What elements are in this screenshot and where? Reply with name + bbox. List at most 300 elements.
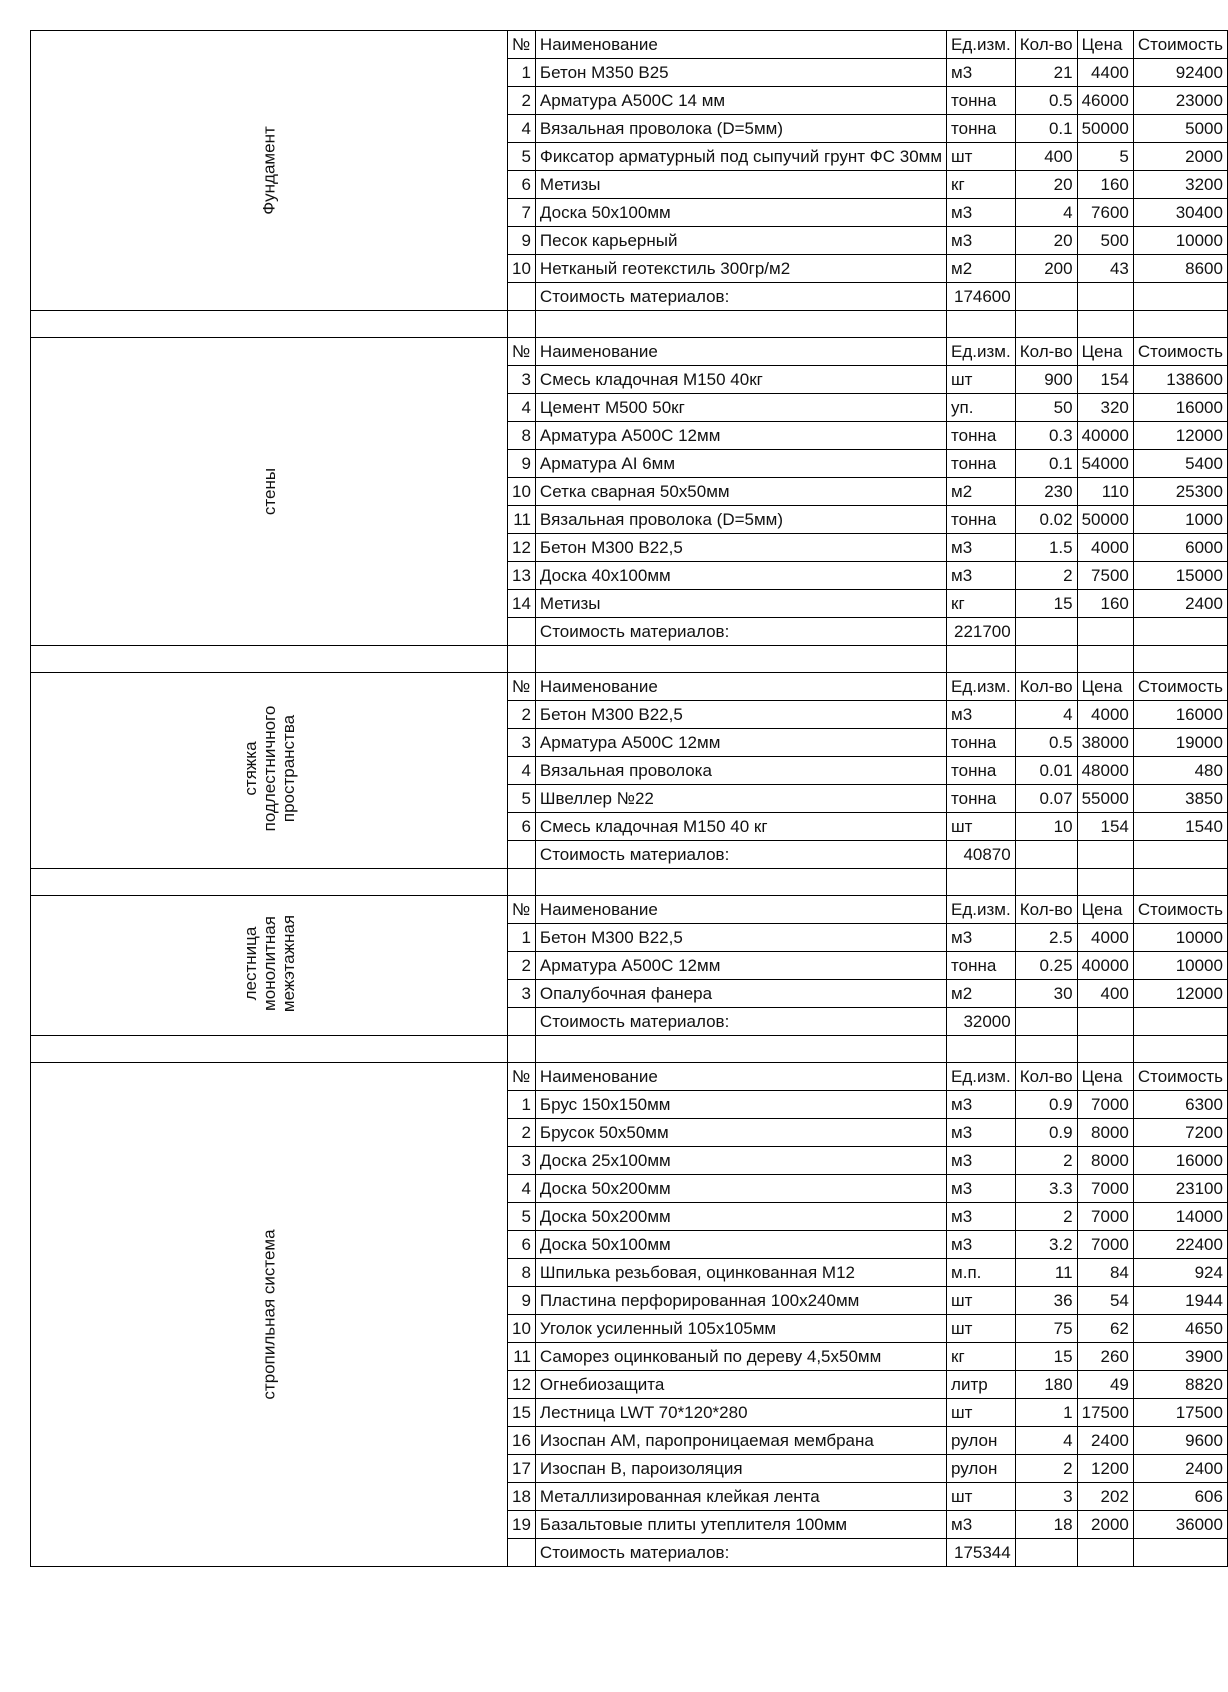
cell-col-unit: м2 bbox=[947, 478, 1016, 506]
cell-col-quantity: 4 bbox=[1015, 1427, 1077, 1455]
cell-empty bbox=[508, 1008, 536, 1036]
cell-col-number: 11 bbox=[508, 506, 536, 534]
section-header-row bbox=[31, 1063, 1228, 1091]
cell-col-name: Шпилька резьбовая, оцинкованная М12 bbox=[535, 1259, 946, 1287]
cell-col-quantity: 15 bbox=[1015, 590, 1077, 618]
cell-col-price: 7000 bbox=[1077, 1175, 1133, 1203]
cell-col-cost: 19000 bbox=[1133, 729, 1227, 757]
cell-col-name: Доска 40х100мм bbox=[535, 562, 946, 590]
cell-col-price: 7000 bbox=[1077, 1231, 1133, 1259]
cell-col-price: 202 bbox=[1077, 1483, 1133, 1511]
cell-col-number: 12 bbox=[508, 534, 536, 562]
cell-empty bbox=[1077, 618, 1133, 646]
cell-col-name: Арматура А500С 12мм bbox=[535, 422, 946, 450]
cell-empty bbox=[1077, 1539, 1133, 1567]
cell-col-number: 6 bbox=[508, 813, 536, 841]
cell-col-quantity: 0.5 bbox=[1015, 87, 1077, 115]
cell-empty bbox=[508, 311, 536, 338]
cell-col-name: Доска 50х100мм bbox=[535, 199, 946, 227]
section-title-line: стены bbox=[259, 467, 279, 516]
materials-sheet bbox=[30, 30, 1228, 1567]
materials-table bbox=[30, 30, 1228, 1567]
header-col-cost: Стоимость bbox=[1133, 338, 1227, 366]
cell-col-cost: 16000 bbox=[1133, 1147, 1227, 1175]
cell-col-unit: рулон bbox=[947, 1455, 1016, 1483]
cell-col-name: Брусок 50х50мм bbox=[535, 1119, 946, 1147]
cell-col-cost: 1000 bbox=[1133, 506, 1227, 534]
cell-col-cost: 5000 bbox=[1133, 115, 1227, 143]
cell-col-price: 2000 bbox=[1077, 1511, 1133, 1539]
cell-col-name: Бетон М350 В25 bbox=[535, 59, 946, 87]
cell-col-number: 4 bbox=[508, 115, 536, 143]
cell-col-quantity: 2.5 bbox=[1015, 924, 1077, 952]
cell-col-quantity: 900 bbox=[1015, 366, 1077, 394]
cell-col-cost: 10000 bbox=[1133, 227, 1227, 255]
header-col-name: Наименование bbox=[535, 896, 946, 924]
cell-empty bbox=[947, 311, 1016, 338]
cell-col-quantity: 0.25 bbox=[1015, 952, 1077, 980]
section-title-line: Фундамент bbox=[259, 126, 279, 215]
cell-col-number: 2 bbox=[508, 701, 536, 729]
header-col-number: № bbox=[508, 338, 536, 366]
cell-col-cost: 6300 bbox=[1133, 1091, 1227, 1119]
cell-col-number: 13 bbox=[508, 562, 536, 590]
cell-col-cost: 924 bbox=[1133, 1259, 1227, 1287]
cell-col-quantity: 15 bbox=[1015, 1343, 1077, 1371]
cell-col-name: Швеллер №22 bbox=[535, 785, 946, 813]
cell-col-cost: 8600 bbox=[1133, 255, 1227, 283]
cell-col-cost: 138600 bbox=[1133, 366, 1227, 394]
cell-col-number: 9 bbox=[508, 1287, 536, 1315]
cell-col-price: 154 bbox=[1077, 813, 1133, 841]
cell-col-price: 17500 bbox=[1077, 1399, 1133, 1427]
cell-col-cost: 16000 bbox=[1133, 701, 1227, 729]
cell-col-name: Доска 50х200мм bbox=[535, 1203, 946, 1231]
cell-empty bbox=[947, 646, 1016, 673]
header-col-number: № bbox=[508, 31, 536, 59]
cell-col-number: 5 bbox=[508, 143, 536, 171]
cell-empty bbox=[1133, 841, 1227, 869]
cell-col-number: 18 bbox=[508, 1483, 536, 1511]
cell-col-name: Доска 50х200мм bbox=[535, 1175, 946, 1203]
cell-col-cost: 17500 bbox=[1133, 1399, 1227, 1427]
cell-col-name: Бетон М300 В22,5 bbox=[535, 924, 946, 952]
cell-col-price: 2400 bbox=[1077, 1427, 1133, 1455]
cell-col-name: Арматура А500С 12мм bbox=[535, 729, 946, 757]
header-col-name: Наименование bbox=[535, 31, 946, 59]
cell-empty bbox=[535, 1036, 946, 1063]
section-title-line: пространства bbox=[278, 714, 298, 823]
cell-col-quantity: 180 bbox=[1015, 1371, 1077, 1399]
cell-col-unit: кг bbox=[947, 1343, 1016, 1371]
cell-col-name: Лестница LWT 70*120*280 bbox=[535, 1399, 946, 1427]
cell-col-price: 8000 bbox=[1077, 1119, 1133, 1147]
cell-col-price: 43 bbox=[1077, 255, 1133, 283]
total-value: 174600 bbox=[947, 283, 1016, 311]
cell-col-quantity: 4 bbox=[1015, 701, 1077, 729]
total-label: Стоимость материалов: bbox=[535, 1539, 946, 1567]
section-title-cell bbox=[31, 31, 508, 311]
header-col-price: Цена bbox=[1077, 673, 1133, 701]
cell-col-name: Изоспан АМ, паропроницаемая мембрана bbox=[535, 1427, 946, 1455]
cell-empty bbox=[508, 618, 536, 646]
header-col-number: № bbox=[508, 673, 536, 701]
section-title-cell bbox=[31, 896, 508, 1036]
cell-col-cost: 5400 bbox=[1133, 450, 1227, 478]
cell-col-price: 4000 bbox=[1077, 924, 1133, 952]
cell-col-unit: шт bbox=[947, 1399, 1016, 1427]
cell-col-price: 62 bbox=[1077, 1315, 1133, 1343]
total-label: Стоимость материалов: bbox=[535, 618, 946, 646]
cell-col-name: Изоспан В, пароизоляция bbox=[535, 1455, 946, 1483]
cell-col-unit: тонна bbox=[947, 952, 1016, 980]
cell-col-number: 6 bbox=[508, 171, 536, 199]
cell-col-unit: м3 bbox=[947, 562, 1016, 590]
cell-col-name: Нетканый геотекстиль 300гр/м2 bbox=[535, 255, 946, 283]
section-title-line: подлестничного bbox=[259, 705, 279, 832]
cell-col-number: 17 bbox=[508, 1455, 536, 1483]
cell-col-price: 38000 bbox=[1077, 729, 1133, 757]
cell-col-unit: м3 bbox=[947, 1119, 1016, 1147]
spacer-row bbox=[31, 311, 1228, 338]
cell-empty bbox=[508, 1036, 536, 1063]
header-col-quantity: Кол-во bbox=[1015, 31, 1077, 59]
cell-empty bbox=[508, 283, 536, 311]
cell-col-name: Уголок усиленный 105х105мм bbox=[535, 1315, 946, 1343]
cell-col-quantity: 50 bbox=[1015, 394, 1077, 422]
cell-empty bbox=[1077, 283, 1133, 311]
cell-col-name: Металлизированная клейкая лента bbox=[535, 1483, 946, 1511]
cell-col-cost: 12000 bbox=[1133, 980, 1227, 1008]
cell-col-unit: м3 bbox=[947, 924, 1016, 952]
cell-col-number: 5 bbox=[508, 1203, 536, 1231]
section-title-line: межэтажная bbox=[278, 914, 298, 1013]
cell-col-quantity: 10 bbox=[1015, 813, 1077, 841]
cell-col-unit: м2 bbox=[947, 980, 1016, 1008]
cell-col-cost: 30400 bbox=[1133, 199, 1227, 227]
cell-col-unit: м3 bbox=[947, 1175, 1016, 1203]
cell-col-quantity: 0.9 bbox=[1015, 1091, 1077, 1119]
header-col-quantity: Кол-во bbox=[1015, 673, 1077, 701]
cell-col-name: Вязальная проволока (D=5мм) bbox=[535, 506, 946, 534]
cell-col-cost: 7200 bbox=[1133, 1119, 1227, 1147]
cell-col-price: 50000 bbox=[1077, 506, 1133, 534]
cell-empty bbox=[1133, 618, 1227, 646]
section-title-cell bbox=[31, 673, 508, 869]
cell-col-price: 160 bbox=[1077, 171, 1133, 199]
cell-col-quantity: 0.07 bbox=[1015, 785, 1077, 813]
cell-col-unit: шт bbox=[947, 366, 1016, 394]
total-value: 221700 bbox=[947, 618, 1016, 646]
cell-col-cost: 3200 bbox=[1133, 171, 1227, 199]
cell-col-name: Цемент М500 50кг bbox=[535, 394, 946, 422]
section-title bbox=[260, 41, 279, 301]
header-col-number: № bbox=[508, 896, 536, 924]
section-title-line: лестница bbox=[240, 926, 260, 1001]
cell-col-quantity: 200 bbox=[1015, 255, 1077, 283]
section-title bbox=[260, 1077, 279, 1553]
cell-empty bbox=[508, 841, 536, 869]
cell-empty bbox=[1133, 869, 1227, 896]
cell-col-name: Сетка сварная 50х50мм bbox=[535, 478, 946, 506]
cell-col-cost: 2400 bbox=[1133, 1455, 1227, 1483]
cell-col-quantity: 20 bbox=[1015, 171, 1077, 199]
cell-col-name: Огнебиозащита bbox=[535, 1371, 946, 1399]
section-header-row bbox=[31, 673, 1228, 701]
cell-col-quantity: 36 bbox=[1015, 1287, 1077, 1315]
header-col-unit: Ед.изм. bbox=[947, 338, 1016, 366]
cell-col-quantity: 0.3 bbox=[1015, 422, 1077, 450]
cell-col-quantity: 20 bbox=[1015, 227, 1077, 255]
cell-col-number: 10 bbox=[508, 478, 536, 506]
cell-col-unit: м3 bbox=[947, 701, 1016, 729]
cell-col-name: Бетон М300 В22,5 bbox=[535, 534, 946, 562]
section-title bbox=[260, 348, 279, 635]
cell-col-unit: тонна bbox=[947, 87, 1016, 115]
header-col-unit: Ед.изм. bbox=[947, 31, 1016, 59]
cell-col-number: 8 bbox=[508, 1259, 536, 1287]
cell-col-cost: 10000 bbox=[1133, 924, 1227, 952]
cell-col-number: 4 bbox=[508, 1175, 536, 1203]
cell-empty bbox=[1015, 283, 1077, 311]
cell-empty bbox=[1133, 283, 1227, 311]
cell-col-name: Базальтовые плиты утеплителя 100мм bbox=[535, 1511, 946, 1539]
cell-col-number: 19 bbox=[508, 1511, 536, 1539]
cell-col-cost: 480 bbox=[1133, 757, 1227, 785]
cell-col-cost: 15000 bbox=[1133, 562, 1227, 590]
cell-col-unit: кг bbox=[947, 171, 1016, 199]
header-col-quantity: Кол-во bbox=[1015, 896, 1077, 924]
cell-col-name: Метизы bbox=[535, 171, 946, 199]
total-label: Стоимость материалов: bbox=[535, 283, 946, 311]
cell-col-cost: 22400 bbox=[1133, 1231, 1227, 1259]
cell-col-price: 7600 bbox=[1077, 199, 1133, 227]
cell-col-unit: м3 bbox=[947, 1203, 1016, 1231]
cell-col-cost: 16000 bbox=[1133, 394, 1227, 422]
cell-empty bbox=[535, 869, 946, 896]
cell-col-name: Брус 150х150мм bbox=[535, 1091, 946, 1119]
cell-col-name: Метизы bbox=[535, 590, 946, 618]
cell-empty bbox=[1133, 1036, 1227, 1063]
cell-col-price: 320 bbox=[1077, 394, 1133, 422]
cell-col-price: 4000 bbox=[1077, 534, 1133, 562]
cell-col-unit: тонна bbox=[947, 115, 1016, 143]
cell-col-cost: 23100 bbox=[1133, 1175, 1227, 1203]
cell-col-price: 48000 bbox=[1077, 757, 1133, 785]
cell-col-number: 14 bbox=[508, 590, 536, 618]
cell-col-price: 8000 bbox=[1077, 1147, 1133, 1175]
header-col-cost: Стоимость bbox=[1133, 31, 1227, 59]
cell-col-number: 9 bbox=[508, 450, 536, 478]
cell-col-price: 40000 bbox=[1077, 422, 1133, 450]
cell-col-unit: тонна bbox=[947, 450, 1016, 478]
cell-col-name: Фиксатор арматурный под сыпучий грунт ФС 30мм bbox=[535, 143, 946, 171]
cell-col-number: 5 bbox=[508, 785, 536, 813]
cell-col-cost: 12000 bbox=[1133, 422, 1227, 450]
cell-col-quantity: 75 bbox=[1015, 1315, 1077, 1343]
cell-col-number: 6 bbox=[508, 1231, 536, 1259]
cell-col-price: 55000 bbox=[1077, 785, 1133, 813]
cell-empty bbox=[1015, 1036, 1077, 1063]
cell-empty bbox=[1133, 311, 1227, 338]
cell-col-quantity: 0.1 bbox=[1015, 450, 1077, 478]
cell-empty bbox=[31, 311, 508, 338]
cell-col-quantity: 1 bbox=[1015, 1399, 1077, 1427]
section-title-line: стропильная система bbox=[259, 1229, 279, 1400]
header-col-price: Цена bbox=[1077, 896, 1133, 924]
cell-col-unit: м3 bbox=[947, 199, 1016, 227]
spacer-row bbox=[31, 869, 1228, 896]
cell-col-price: 50000 bbox=[1077, 115, 1133, 143]
cell-col-quantity: 18 bbox=[1015, 1511, 1077, 1539]
cell-col-cost: 25300 bbox=[1133, 478, 1227, 506]
cell-col-unit: м3 bbox=[947, 227, 1016, 255]
cell-col-unit: м3 bbox=[947, 1147, 1016, 1175]
cell-empty bbox=[1015, 1008, 1077, 1036]
cell-col-unit: шт bbox=[947, 1483, 1016, 1511]
cell-col-name: Доска 50х100мм bbox=[535, 1231, 946, 1259]
cell-col-price: 400 bbox=[1077, 980, 1133, 1008]
cell-col-name: Арматура АI 6мм bbox=[535, 450, 946, 478]
cell-empty bbox=[947, 869, 1016, 896]
total-value: 32000 bbox=[947, 1008, 1016, 1036]
cell-col-price: 7000 bbox=[1077, 1203, 1133, 1231]
header-col-name: Наименование bbox=[535, 673, 946, 701]
cell-col-cost: 6000 bbox=[1133, 534, 1227, 562]
cell-col-number: 3 bbox=[508, 729, 536, 757]
cell-empty bbox=[1077, 1008, 1133, 1036]
cell-col-cost: 2400 bbox=[1133, 590, 1227, 618]
cell-col-unit: м3 bbox=[947, 1511, 1016, 1539]
cell-col-number: 2 bbox=[508, 952, 536, 980]
cell-col-price: 7000 bbox=[1077, 1091, 1133, 1119]
cell-col-number: 2 bbox=[508, 87, 536, 115]
cell-col-name: Смесь кладочная М150 40кг bbox=[535, 366, 946, 394]
cell-col-cost: 1944 bbox=[1133, 1287, 1227, 1315]
cell-col-unit: кг bbox=[947, 590, 1016, 618]
cell-col-quantity: 2 bbox=[1015, 1203, 1077, 1231]
cell-col-cost: 14000 bbox=[1133, 1203, 1227, 1231]
header-col-price: Цена bbox=[1077, 338, 1133, 366]
cell-empty bbox=[508, 646, 536, 673]
section-title-line: монолитная bbox=[259, 916, 279, 1011]
cell-col-quantity: 1.5 bbox=[1015, 534, 1077, 562]
cell-col-quantity: 230 bbox=[1015, 478, 1077, 506]
header-col-name: Наименование bbox=[535, 1063, 946, 1091]
section-header-row bbox=[31, 896, 1228, 924]
cell-col-number: 16 bbox=[508, 1427, 536, 1455]
cell-empty bbox=[947, 1036, 1016, 1063]
cell-col-name: Вязальная проволока (D=5мм) bbox=[535, 115, 946, 143]
cell-empty bbox=[535, 646, 946, 673]
cell-col-cost: 92400 bbox=[1133, 59, 1227, 87]
header-col-cost: Стоимость bbox=[1133, 673, 1227, 701]
cell-col-unit: тонна bbox=[947, 729, 1016, 757]
section-title-cell bbox=[31, 338, 508, 646]
cell-col-quantity: 30 bbox=[1015, 980, 1077, 1008]
section-title-line: стяжка bbox=[240, 741, 260, 796]
cell-col-unit: шт bbox=[947, 813, 1016, 841]
cell-empty bbox=[1077, 311, 1133, 338]
cell-col-price: 4400 bbox=[1077, 59, 1133, 87]
cell-empty bbox=[508, 869, 536, 896]
cell-empty bbox=[508, 1539, 536, 1567]
cell-col-price: 5 bbox=[1077, 143, 1133, 171]
cell-col-name: Пластина перфорированная 100х240мм bbox=[535, 1287, 946, 1315]
cell-col-quantity: 3.3 bbox=[1015, 1175, 1077, 1203]
cell-col-price: 500 bbox=[1077, 227, 1133, 255]
cell-col-number: 3 bbox=[508, 366, 536, 394]
header-col-quantity: Кол-во bbox=[1015, 338, 1077, 366]
cell-col-quantity: 0.1 bbox=[1015, 115, 1077, 143]
cell-col-unit: м3 bbox=[947, 59, 1016, 87]
cell-col-number: 2 bbox=[508, 1119, 536, 1147]
cell-col-name: Арматура А500С 14 мм bbox=[535, 87, 946, 115]
cell-col-unit: м3 bbox=[947, 534, 1016, 562]
cell-empty bbox=[1133, 1008, 1227, 1036]
cell-col-number: 4 bbox=[508, 757, 536, 785]
cell-col-price: 46000 bbox=[1077, 87, 1133, 115]
cell-empty bbox=[1077, 841, 1133, 869]
header-col-cost: Стоимость bbox=[1133, 896, 1227, 924]
cell-col-cost: 3850 bbox=[1133, 785, 1227, 813]
cell-col-cost: 2000 bbox=[1133, 143, 1227, 171]
spacer-row bbox=[31, 646, 1228, 673]
header-col-unit: Ед.изм. bbox=[947, 673, 1016, 701]
cell-empty bbox=[1015, 869, 1077, 896]
section-header-row bbox=[31, 338, 1228, 366]
cell-empty bbox=[1015, 1539, 1077, 1567]
cell-col-cost: 36000 bbox=[1133, 1511, 1227, 1539]
cell-col-unit: м3 bbox=[947, 1091, 1016, 1119]
cell-col-unit: шт bbox=[947, 1315, 1016, 1343]
cell-col-quantity: 0.02 bbox=[1015, 506, 1077, 534]
cell-col-name: Саморез оцинкованый по дереву 4,5х50мм bbox=[535, 1343, 946, 1371]
cell-col-quantity: 400 bbox=[1015, 143, 1077, 171]
cell-empty bbox=[1015, 646, 1077, 673]
header-col-number: № bbox=[508, 1063, 536, 1091]
section-header-row bbox=[31, 31, 1228, 59]
cell-empty bbox=[1133, 1539, 1227, 1567]
section-title-cell bbox=[31, 1063, 508, 1567]
cell-col-quantity: 2 bbox=[1015, 562, 1077, 590]
cell-col-number: 10 bbox=[508, 1315, 536, 1343]
cell-col-number: 7 bbox=[508, 199, 536, 227]
cell-col-quantity: 4 bbox=[1015, 199, 1077, 227]
cell-col-number: 1 bbox=[508, 59, 536, 87]
cell-col-name: Опалубочная фанера bbox=[535, 980, 946, 1008]
cell-col-price: 49 bbox=[1077, 1371, 1133, 1399]
cell-col-unit: уп. bbox=[947, 394, 1016, 422]
cell-empty bbox=[535, 311, 946, 338]
cell-col-cost: 606 bbox=[1133, 1483, 1227, 1511]
cell-empty bbox=[31, 1036, 508, 1063]
cell-col-price: 7500 bbox=[1077, 562, 1133, 590]
cell-col-quantity: 0.9 bbox=[1015, 1119, 1077, 1147]
cell-col-quantity: 3 bbox=[1015, 1483, 1077, 1511]
cell-col-unit: тонна bbox=[947, 422, 1016, 450]
cell-col-number: 3 bbox=[508, 1147, 536, 1175]
cell-col-unit: тонна bbox=[947, 506, 1016, 534]
total-value: 40870 bbox=[947, 841, 1016, 869]
cell-col-cost: 23000 bbox=[1133, 87, 1227, 115]
cell-col-unit: тонна bbox=[947, 785, 1016, 813]
cell-col-name: Смесь кладочная М150 40 кг bbox=[535, 813, 946, 841]
cell-col-number: 9 bbox=[508, 227, 536, 255]
cell-empty bbox=[1077, 869, 1133, 896]
cell-col-number: 4 bbox=[508, 394, 536, 422]
cell-col-name: Арматура А500С 12мм bbox=[535, 952, 946, 980]
